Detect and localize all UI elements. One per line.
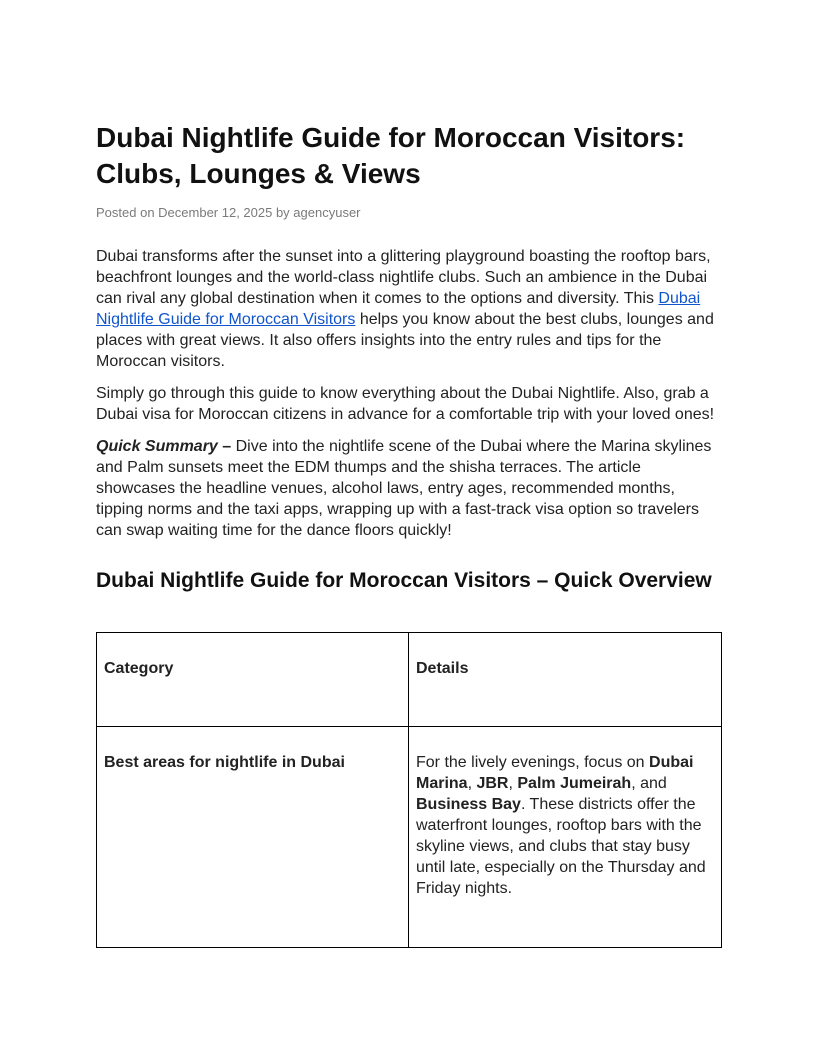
intro-text-after-link: helps you know about the best clubs, lounges and places with great views. It also offers insights into the entry rules and tips for the Moroccan visitors. [96, 311, 714, 370]
quick-summary-text: Dive into the nightlife scene of the Dubai where the Marina skylines and Palm sunsets meet the EDM thumps and the shisha terraces. The article showcases the headline venues, alcohol laws, entry ages, recommended months, tipping norms and the taxi apps, wrapping up with a fast-track visa option so travelers can swap waiting time for the dance floors quickly! [96, 438, 712, 539]
post-meta: Posted on December 12, 2025 by agencyuser [96, 205, 361, 220]
visa-paragraph: Simply go through this guide to know everything about the Dubai Nightlife. Also, grab a Dubai visa for Moroccan citizens in advance for a comfortable trip with your loved ones! [96, 385, 715, 423]
section-heading: Dubai Nightlife Guide for Moroccan Visitors – Quick Overview [96, 569, 712, 592]
intro-paragraph [96, 246, 721, 372]
quick-summary-dash: – [217, 438, 232, 455]
details-area-business-bay: Business Bay [416, 796, 521, 813]
table-header-row [97, 633, 722, 727]
guide-link[interactable]: Dubai Nightlife Guide for Moroccan Visitors [96, 290, 701, 328]
quick-summary-label: Quick Summary [96, 438, 218, 455]
details-text: . These districts offer the waterfront lounges, rooftop bars with the skyline views, and clubs that stay busy until late, especially on the Thursday and Friday nights. [416, 796, 706, 897]
details-text: , and [631, 775, 667, 792]
details-text: , [467, 775, 477, 792]
quick-summary-paragraph [96, 436, 721, 541]
article-title: Dubai Nightlife Guide for Moroccan Visitors: Clubs, Lounges & Views [96, 122, 686, 189]
header-details: Details [409, 633, 722, 727]
details-area-jbr: JBR [476, 775, 509, 792]
intro-text-before-link: Dubai transforms after the sunset into a glittering playground boasting the rooftop bars, beachfront lounges and the world-class nightlife clubs. Such an ambience in the Dubai can rival any global destination when it comes to the options and diversity. This [96, 248, 711, 307]
table-row [97, 727, 722, 948]
header-category: Category [97, 633, 409, 727]
details-area-dubai-marina: Dubai Marina [416, 754, 694, 792]
details-text: For the lively evenings, focus on [416, 754, 650, 771]
overview-table [96, 632, 722, 948]
details-text: , [508, 775, 518, 792]
row-category: Best areas for nightlife in Dubai [97, 727, 409, 948]
article-body [96, 246, 721, 552]
details-area-palm-jumeirah: Palm Jumeirah [517, 775, 632, 792]
row-details [409, 727, 722, 948]
